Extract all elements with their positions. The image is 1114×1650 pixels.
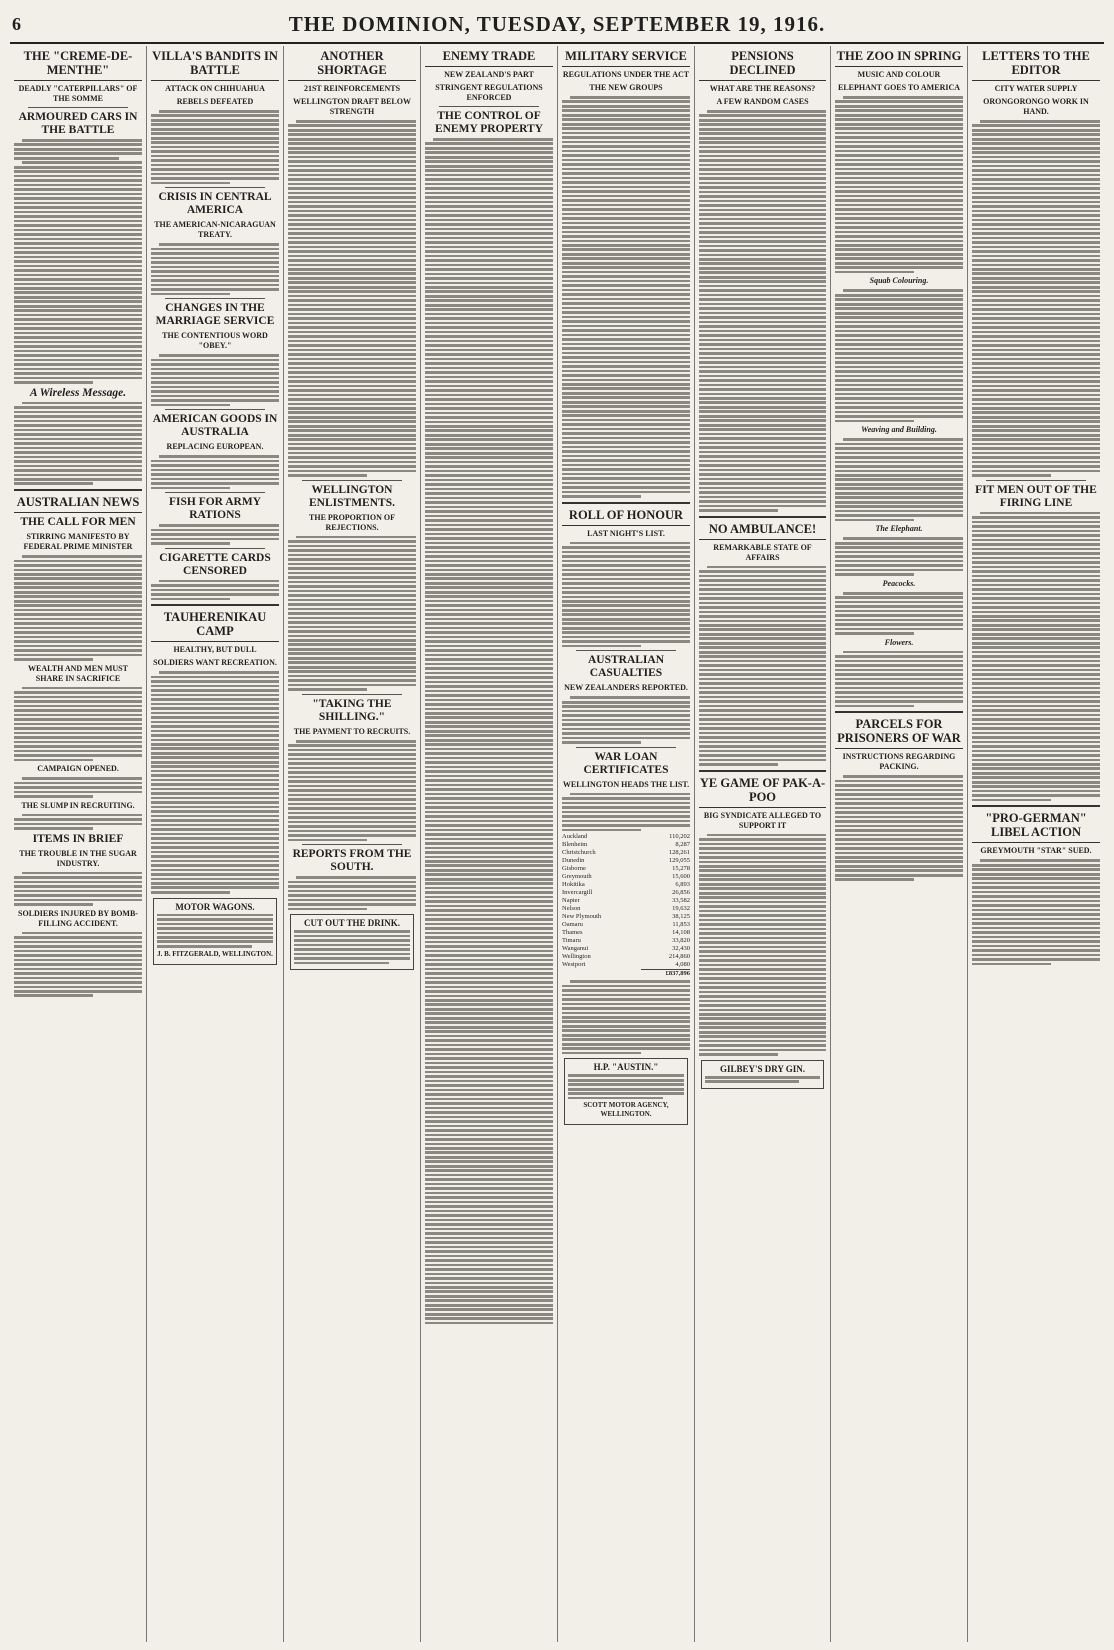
subhead-syndicate: BIG SYNDICATE ALLEGED TO SUPPORT IT — [703, 810, 822, 830]
war-loan-row — [562, 865, 690, 873]
subhead-recreation: SOLDIERS WANT RECREATION. — [153, 658, 277, 668]
subhead-packing: INSTRUCTIONS REGARDING PACKING. — [842, 752, 956, 772]
headline-australian-news: AUSTRALIAN NEWS — [14, 495, 142, 513]
headline-wellington-enlistments: WELLINGTON ENLISTMENTS. — [309, 483, 395, 509]
headline-war-loan: WAR LOAN CERTIFICATES — [583, 750, 669, 776]
headline-fish-rations: FISH FOR ARMY RATIONS — [169, 496, 261, 522]
subhead-wealth: WEALTH AND MEN MUST SHARE IN SACRIFICE — [28, 663, 128, 683]
war-loan-town: Timaru — [562, 937, 581, 945]
subhead-obey: THE CONTENTIOUS WORD "OBEY." — [162, 331, 268, 351]
headline-central-america: CRISIS IN CENTRAL AMERICA — [158, 191, 272, 217]
subhead-elephant: ELEPHANT GOES TO AMERICA — [837, 83, 961, 92]
war-loan-row — [562, 889, 690, 897]
headline-parcels-prisoners: PARCELS FOR PRISONERS OF WAR — [835, 717, 963, 749]
headline-armoured-cars: ARMOURED CARS IN THE BATTLE — [18, 111, 138, 136]
ad-signature: J. B. FITZGERALD, WELLINGTON. — [157, 949, 273, 958]
headline-american-goods: AMERICAN GOODS IN AUSTRALIA — [152, 413, 278, 439]
war-loan-town: Oamaru — [562, 921, 583, 929]
headline-pensions-declined: PENSIONS DECLINED — [699, 49, 826, 81]
war-loan-town: Thames — [562, 929, 583, 937]
war-loan-town: Napier — [562, 897, 580, 905]
war-loan-amount: 11,853 — [672, 921, 690, 929]
war-loan-amount: 214,860 — [668, 953, 690, 961]
subhead-wireless: A Wireless Message. — [29, 386, 127, 399]
war-loan-town: New Plymouth — [562, 913, 602, 921]
subhead-chihuahua: ATTACK ON CHIHUAHUA — [165, 84, 265, 93]
subhead-random-cases: A FEW RANDOM CASES — [716, 97, 809, 106]
subhead-treaty: THE AMERICAN-NICARAGUAN TREATY. — [154, 220, 276, 240]
advertisement-cut-out-drink — [290, 914, 414, 970]
advertisement-gilbeys-gin — [701, 1060, 824, 1089]
headline-roll-of-honour: ROLL OF HONOUR — [562, 508, 690, 526]
column-8 — [968, 46, 1104, 1642]
war-loan-amount: 129,055 — [668, 857, 690, 865]
war-loan-total: £837,896 — [641, 970, 690, 979]
war-loan-row — [562, 921, 690, 929]
article-body — [14, 139, 142, 384]
subhead-reasons: WHAT ARE THE REASONS? — [709, 84, 816, 93]
war-loan-town: Blenheim — [562, 841, 588, 849]
ad-signature: SCOTT MOTOR AGENCY, WELLINGTON. — [583, 1101, 669, 1119]
subhead-squab: Squab Colouring. — [869, 276, 929, 286]
war-loan-row — [562, 929, 690, 937]
headline-letters-editor: LETTERS TO THE EDITOR — [972, 49, 1100, 81]
war-loan-row — [562, 857, 690, 865]
war-loan-row — [562, 953, 690, 961]
subhead-music-colour: MUSIC AND COLOUR — [857, 70, 941, 79]
column-5 — [558, 46, 695, 1642]
war-loan-amount: 32,430 — [672, 945, 690, 953]
war-loan-amount: 128,261 — [668, 849, 690, 857]
subhead-flowers: Flowers. — [884, 637, 914, 647]
headline-enemy-trade: ENEMY TRADE — [425, 49, 553, 67]
war-loan-amount: 15,278 — [672, 865, 690, 873]
headline-no-ambulance: NO AMBULANCE! — [699, 522, 826, 540]
war-loan-total-row — [562, 970, 690, 979]
subhead-call-for-men: THE CALL FOR MEN — [20, 516, 136, 529]
subhead-21st: 21ST REINFORCEMENTS — [303, 84, 401, 93]
war-loan-amount: 26,856 — [672, 889, 690, 897]
advertisement-austin — [564, 1058, 688, 1125]
war-loan-town: Auckland — [562, 833, 588, 841]
war-loan-town: Invercargill — [562, 889, 593, 897]
war-loan-amount: 14,108 — [672, 929, 690, 937]
subhead-remarkable: REMARKABLE STATE OF AFFAIRS — [713, 542, 812, 562]
subhead-new-groups: THE NEW GROUPS — [589, 83, 663, 92]
subhead-peacocks: Peacocks. — [882, 578, 916, 588]
subhead-slump: THE SLUMP IN RECRUITING. — [21, 800, 135, 810]
subhead-replacing: REPLACING EUROPEAN. — [166, 442, 264, 452]
war-loan-row — [562, 905, 690, 913]
war-loan-amount: 4,080 — [675, 961, 690, 969]
headline-australian-casualties: AUSTRALIAN CASUALTIES — [587, 654, 665, 680]
page-number: 6 — [12, 14, 21, 34]
ad-title: CUT OUT THE DRINK. — [303, 918, 401, 929]
war-loan-town: Gisborne — [562, 865, 586, 873]
headline-taking-shilling: "TAKING THE SHILLING." — [312, 697, 392, 723]
war-loan-town: Greymouth — [562, 873, 592, 881]
advertisement-motor-wagons — [153, 898, 277, 965]
war-loan-row — [562, 945, 690, 953]
column-6 — [695, 46, 831, 1642]
headline-another-shortage: ANOTHER SHORTAGE — [288, 49, 416, 81]
headline-zoo-spring: THE ZOO IN SPRING — [835, 49, 963, 67]
war-loan-amount: 110,202 — [669, 833, 690, 841]
war-loan-row — [562, 913, 690, 921]
subhead-healthy: HEALTHY, BUT DULL — [173, 645, 257, 655]
headline-cigarette-cards: CIGARETTE CARDS CENSORED — [159, 551, 271, 577]
headline-villas-bandits: VILLA'S BANDITS IN BATTLE — [151, 49, 279, 81]
war-loan-table — [562, 833, 690, 978]
subhead-greymouth-star: GREYMOUTH "STAR" SUED. — [980, 846, 1092, 856]
war-loan-amount: 8,287 — [675, 841, 690, 849]
war-loan-amount: 15,600 — [672, 873, 690, 881]
war-loan-row — [562, 873, 690, 881]
subhead-weaving: Weaving and Building. — [861, 425, 937, 435]
subhead-wellington-heads: WELLINGTON HEADS THE LIST. — [562, 779, 690, 789]
war-loan-row — [562, 849, 690, 857]
war-loan-town: Hokitika — [562, 881, 585, 889]
subhead-campaign-opened: CAMPAIGN OPENED. — [37, 764, 119, 774]
subhead-nz-reported: NEW ZEALANDERS REPORTED. — [564, 683, 688, 693]
subhead-manifesto: STIRRING MANIFESTO BY FEDERAL PRIME MINISTER — [23, 532, 133, 552]
subhead-the-elephant: The Elephant. — [875, 524, 923, 534]
war-loan-row — [562, 937, 690, 945]
ad-title: MOTOR WAGONS. — [175, 901, 255, 912]
war-loan-town: Wanganui — [562, 945, 589, 953]
subhead-draft: WELLINGTON DRAFT BELOW STRENGTH — [293, 97, 411, 116]
ad-title: GILBEY'S DRY GIN. — [719, 1063, 806, 1074]
column-1 — [10, 46, 147, 1642]
subhead-regulations: STRINGENT REGULATIONS ENFORCED — [435, 83, 543, 102]
subhead-bomb-filling: SOLDIERS INJURED BY BOMB-FILLING ACCIDENT. — [18, 908, 138, 928]
war-loan-amount: 6,893 — [675, 881, 690, 889]
war-loan-amount: 33,820 — [672, 937, 690, 945]
headline-libel-action: "PRO-GERMAN" LIBEL ACTION — [972, 811, 1100, 843]
subhead-rejections: THE PROPORTION OF REJECTIONS. — [309, 512, 395, 532]
war-loan-row — [562, 961, 690, 970]
war-loan-row — [562, 897, 690, 905]
war-loan-town: Wellington — [562, 953, 591, 961]
war-loan-amount: 38,125 — [672, 913, 690, 921]
headline-fit-men: FIT MEN OUT OF THE FIRING LINE — [975, 483, 1097, 509]
subhead-payment: THE PAYMENT TO RECRUITS. — [293, 726, 411, 736]
headline-creme-de-menthe: THE "CREME-DE-MENTHE" — [14, 49, 142, 81]
subhead-nz-part: NEW ZEALAND'S PART — [444, 70, 534, 79]
subhead-last-night: LAST NIGHT'S LIST. — [587, 528, 665, 538]
ad-title: H.P. "AUSTIN." — [593, 1062, 659, 1073]
page-columns — [10, 46, 1104, 1642]
headline-pak-a-poo: YE GAME OF PAK-A-POO — [699, 776, 826, 808]
column-4 — [421, 46, 558, 1642]
subhead-sugar: THE TROUBLE IN THE SUGAR INDUSTRY. — [19, 848, 137, 868]
war-loan-amount: 33,582 — [672, 897, 690, 905]
headline-items-in-brief: ITEMS IN BRIEF — [32, 832, 124, 845]
headline-military-service: MILITARY SERVICE — [562, 49, 690, 67]
subhead-regulations-act: REGULATIONS UNDER THE ACT — [562, 70, 690, 79]
war-loan-town: Christchurch — [562, 849, 596, 857]
headline-enemy-property: THE CONTROL OF ENEMY PROPERTY — [434, 110, 544, 135]
subhead-rebels: REBELS DEFEATED — [176, 97, 254, 106]
headline-tauherenikau: TAUHERENIKAU CAMP — [151, 610, 279, 642]
subhead-water-supply: CITY WATER SUPPLY — [994, 84, 1078, 93]
column-7 — [831, 46, 968, 1642]
war-loan-town: Dunedin — [562, 857, 585, 865]
war-loan-town: Nelson — [562, 905, 581, 913]
war-loan-row — [562, 881, 690, 889]
subhead-orongorongo: ORONGORONGO WORK IN HAND. — [983, 97, 1089, 116]
column-2 — [147, 46, 284, 1642]
headline-reports-south: REPORTS FROM THE SOUTH. — [292, 848, 412, 874]
war-loan-row — [562, 841, 690, 849]
newspaper-title: THE DOMINION, TUESDAY, SEPTEMBER 19, 1916. — [288, 12, 826, 36]
headline-marriage-service: CHANGES IN THE MARRIAGE SERVICE — [155, 302, 275, 328]
column-3 — [284, 46, 421, 1642]
war-loan-amount: 19,632 — [672, 905, 690, 913]
masthead — [10, 8, 1104, 44]
article-body — [425, 138, 553, 1324]
war-loan-row — [562, 833, 690, 841]
war-loan-town: Westport — [562, 961, 586, 969]
subhead: DEADLY "CATERPILLARS" OF THE SOMME — [18, 84, 138, 103]
